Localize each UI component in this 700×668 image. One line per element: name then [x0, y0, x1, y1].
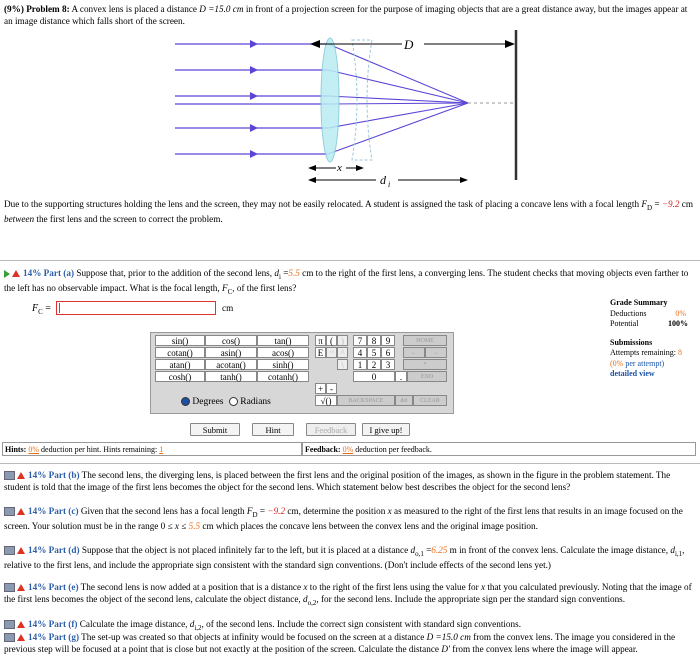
hints-rest: deduction per hint. Hints remaining: [39, 445, 160, 454]
deductions-value: 0% [675, 308, 686, 318]
calc-del[interactable]: del [395, 395, 413, 406]
part-d-text-2: m in front of the convex lens. Calculate the image distance, [447, 545, 671, 555]
distance-x-arrow [308, 165, 364, 171]
calc-acotan[interactable]: acotan() [205, 359, 257, 370]
warning-icon [17, 584, 25, 591]
calc-end[interactable]: END [407, 371, 447, 382]
part-g-prompt[interactable] [4, 632, 696, 655]
part-d-eq: = [423, 545, 432, 555]
part-e-prompt[interactable] [4, 582, 696, 609]
part-d-prompt[interactable] [4, 545, 696, 572]
part-f-text-1: Calculate the image distance, [77, 619, 190, 629]
warning-icon [17, 621, 25, 628]
part-f-di: d [189, 619, 195, 629]
part-c-label: 14% Part (c) [28, 506, 79, 516]
part-c-fd-sub: D [252, 510, 258, 519]
part-d-text-1: Suppose that the object is not placed infinitely far to the left, but it is placed at a distance [79, 545, 411, 555]
part-f-text-2: , of the second lens. Include the correct sign consistent with standard sign conventions. [201, 619, 521, 629]
calc-cosh[interactable]: cosh() [155, 371, 205, 382]
part-status-icon [4, 507, 15, 516]
feedback-rest: deduction per feedback. [353, 445, 432, 454]
calc-home[interactable]: HOME [403, 335, 447, 346]
desc-fd-sub: D [646, 203, 653, 212]
calc-power[interactable]: ↑^ [326, 347, 337, 358]
calc-caret[interactable]: ^ [337, 347, 348, 358]
conv-ray-3 [328, 96, 468, 103]
part-status-icon [4, 546, 15, 555]
converging-rays [328, 44, 468, 154]
ray-arrow-4 [250, 124, 258, 132]
desc-text-3: the first lens and the screen to correct the problem. [34, 214, 223, 225]
warning-icon [17, 472, 25, 479]
calc-tanh[interactable]: tanh() [205, 371, 257, 382]
part-c-eq: = [257, 506, 268, 516]
part-c-range-value: 5.5 [188, 521, 201, 532]
conv-ray-6 [328, 103, 468, 154]
calc-sin[interactable]: sin() [155, 335, 205, 346]
part-a-di-value: 5.5 [288, 268, 300, 278]
part-g-text-3: from the convex lens where the image will appear. [449, 643, 638, 654]
calc-digit-7[interactable]: 7 [353, 335, 367, 346]
part-status-icon [4, 620, 15, 629]
part-a-di-sub: i [278, 272, 281, 281]
calc-asin[interactable]: asin() [205, 347, 257, 358]
calc-multiply[interactable]: * [403, 359, 447, 370]
label-di: d [380, 173, 386, 187]
conv-ray-2 [328, 70, 468, 103]
part-e-do-sub: o,2 [307, 598, 317, 607]
grade-summary-title: Grade Summary [610, 298, 668, 307]
part-c-fd: F [246, 506, 253, 516]
calc-digit-1[interactable]: 1 [353, 359, 367, 370]
calc-digit-4[interactable]: 4 [353, 347, 367, 358]
ray-arrow-5 [250, 150, 258, 158]
answer-label-sub: C [38, 308, 43, 316]
calc-left-arrow[interactable]: ← [403, 347, 425, 358]
calc-plus[interactable]: + [315, 383, 326, 394]
problem-statement [4, 4, 696, 27]
feedback-button[interactable]: Feedback [306, 423, 356, 436]
part-c-fd-value: −9.2 [267, 506, 286, 516]
conv-ray-4 [328, 103, 468, 104]
part-b-prompt[interactable] [4, 470, 696, 493]
calc-cotan[interactable]: cotan() [155, 347, 205, 358]
calc-exp[interactable]: E [315, 347, 326, 358]
answer-unit: cm [222, 303, 234, 313]
desc-eq: = [652, 199, 662, 209]
calc-digit-6[interactable]: 6 [381, 347, 395, 358]
incoming-rays [175, 40, 328, 158]
part-g-text-1: The set-up was created so that objects at infinity would be focused on the screen at a distance [79, 632, 427, 642]
expand-play-icon [4, 270, 10, 278]
warning-icon [17, 508, 25, 515]
part-d-di-sub: i,1 [674, 549, 683, 558]
warning-icon [17, 547, 25, 554]
part-e-do: d [303, 593, 308, 604]
part-g-label: 14% Part (g) [28, 632, 80, 642]
feedback-label: Feedback: [305, 445, 343, 454]
desc-fd: F [641, 199, 647, 209]
warning-icon [12, 270, 20, 277]
label-di-sub: i [388, 180, 391, 189]
calc-digit-5[interactable]: 5 [367, 347, 381, 358]
answer-label-eq: = [42, 303, 51, 314]
part-f-di-sub: i,2 [194, 623, 202, 632]
ray-arrow-2 [250, 66, 258, 74]
submissions-title: Submissions [610, 337, 653, 347]
attempts-label: Attempts remaining: [610, 348, 678, 357]
part-d-label: 14% Part (d) [28, 545, 80, 555]
potential-value: 100% [668, 319, 688, 328]
degrees-radio[interactable] [181, 397, 190, 406]
part-a-fc: F [221, 283, 228, 294]
desc-text-2: cm [679, 199, 694, 209]
calc-lparen[interactable]: ( [326, 335, 337, 346]
part-c-text-2: cm, determine the position [285, 506, 388, 516]
calc-minus[interactable]: - [326, 383, 337, 394]
answer-label-f: F [32, 303, 39, 314]
part-d-do: d [410, 545, 416, 555]
desc-text-1: Due to the supporting structures holding the lens and the screen, they may not be easily relocated. A student is assigned the task of placing a concave lens with a focal length [4, 199, 642, 209]
calc-right-arrow[interactable]: → [425, 347, 447, 358]
part-d-do-sub: o,1 [415, 549, 424, 558]
part-a-eq: = [280, 268, 289, 278]
part-e-text-2: to the right of the first lens using the value for [307, 582, 481, 592]
calc-acos[interactable]: acos() [257, 347, 309, 358]
part-g-text-2: from the convex lens. The image you considered in the previous step will be focused at a point that is close but not exactly at the position of the screen. Calculate the distance [4, 632, 676, 654]
problem-d-expr: D =15.0 cm [199, 4, 244, 14]
part-status-icon [4, 583, 15, 592]
part-e-x: x [303, 582, 308, 592]
calc-dot[interactable]: . [395, 371, 407, 382]
potential-label: Potential [610, 319, 639, 328]
calc-rparen[interactable]: ) [337, 335, 348, 346]
attempts-value: 8 [678, 348, 682, 357]
part-d-text-3: , relative to the first lens, and include the appropriate sign consistent with the standard sign conventions. (Don't include effects of the second lens yet.) [4, 545, 685, 571]
part-d-di: d [670, 545, 675, 555]
desc-fd-value: −9.2 [661, 199, 680, 209]
calc-digit-8[interactable]: 8 [367, 335, 381, 346]
desc-between: between [4, 214, 35, 225]
calc-digit-0[interactable]: 0 [353, 371, 395, 382]
problem-description [4, 199, 696, 226]
answer-label [32, 303, 51, 316]
deductions-label: Deductions [610, 308, 647, 318]
part-status-icon [4, 633, 15, 642]
calc-cotanh[interactable]: cotanh() [257, 371, 309, 382]
calculator-panel [150, 332, 454, 414]
problem-header: (9%) Problem 8: [4, 4, 70, 14]
convex-lens [321, 38, 339, 162]
hints-remaining: 1 [159, 445, 164, 454]
part-c-x: x [387, 506, 392, 516]
degrees-label: Degrees [192, 397, 224, 407]
text-cursor [59, 303, 60, 313]
part-e-text-4: , for the second lens. Include the appropriate sign per the standard sign conventions. [316, 593, 626, 604]
part-status-icon [4, 471, 15, 480]
calc-tan[interactable]: tan() [257, 335, 309, 346]
part-c-text-5: cm which places the concave lens between the convex lens and the original image position. [200, 521, 538, 532]
lens-diagram [0, 30, 700, 190]
part-e-label: 14% Part (e) [28, 582, 79, 592]
part-f-label: 14% Part (f) [28, 619, 78, 629]
radians-radio[interactable] [229, 397, 238, 406]
grade-summary [610, 298, 698, 380]
calc-pi[interactable]: π [315, 335, 326, 346]
part-c-x2: x [174, 521, 179, 532]
part-c-text-1: Given that the second lens has a focal length [78, 506, 247, 516]
label-D: D [404, 37, 414, 52]
radians-label: Radians [240, 397, 271, 407]
part-c-text-3: as measured to the right of the first lens that results in an image focused on the screen. Your solution must be in the range 0 ≤ [4, 506, 683, 532]
hints-label: Hints: [5, 445, 29, 454]
feedback-bar [302, 442, 696, 456]
part-e-text-1: The second lens is now added at a position that is a distance [78, 582, 304, 592]
submit-button[interactable]: Submit [190, 423, 240, 436]
part-d-do-value: 6.25 [431, 545, 448, 555]
part-a-prompt[interactable] [4, 268, 696, 299]
per-attempt-rest: per attempt) [623, 358, 665, 368]
ray-arrow-3 [250, 92, 258, 100]
part-e-text-3: that you calculated previously. Noting that the image of the first lens becomes the object of the second lens, calculate the object distance, [4, 582, 692, 604]
ray-arrow-1 [250, 40, 258, 48]
section-divider-bottom [0, 463, 700, 464]
detailed-view-link[interactable]: detailed view [610, 369, 655, 378]
hints-pct: 0% [28, 445, 40, 454]
problem-text-1: A convex lens is placed a distance [69, 4, 200, 14]
feedback-pct: 0% [342, 445, 354, 454]
label-x: x [337, 162, 342, 174]
calc-divide[interactable]: \ [337, 359, 348, 370]
part-a-text-1: Suppose that, prior to the addition of the second lens, [74, 268, 275, 278]
calc-digit-9[interactable]: 9 [381, 335, 395, 346]
part-g-d-expr: D =15.0 cm [426, 632, 471, 642]
part-a-text-3: , of the first lens? [232, 283, 297, 294]
hints-bar [2, 442, 302, 456]
part-a-label: 14% Part (a) [23, 268, 75, 278]
warning-icon [17, 634, 25, 641]
give-up-button[interactable]: I give up! [362, 423, 410, 436]
part-g-dprime: D′ [441, 643, 450, 654]
part-e-x2: x [480, 582, 486, 592]
calc-sinh[interactable]: sinh() [257, 359, 309, 370]
calc-digit-2[interactable]: 2 [367, 359, 381, 370]
answer-input[interactable] [56, 301, 216, 315]
problem-text-2: in front of a projection screen for the purpose of imaging objects that are a great distance away, but the images appear at an image distance which falls short of the screen. [4, 4, 688, 26]
conv-ray-5 [328, 103, 468, 128]
calc-atan[interactable]: atan() [155, 359, 205, 370]
per-attempt-pct: (0% [610, 358, 624, 368]
calc-cos[interactable]: cos() [205, 335, 257, 346]
calc-sqrt[interactable]: √() [315, 395, 337, 406]
part-b-text: The second lens, the diverging lens, is placed between the first lens and the original position of the images, as shown in the figure in the problem statement. The student is told that the image of the first lens becomes the object for the second lens. Which statement below best describes the object for the second lens? [4, 470, 671, 492]
part-c-text-4: ≤ [178, 521, 189, 532]
part-c-prompt[interactable] [4, 506, 696, 533]
section-divider-top [0, 260, 700, 261]
part-a-text-2: cm to the right of the first lens, a converging lens. The student checks that moving objects even farther to the left has no observable impact. What is the focal length, [4, 268, 689, 294]
part-b-label: 14% Part (b) [28, 470, 80, 480]
hint-button[interactable]: Hint [252, 423, 294, 436]
calc-digit-3[interactable]: 3 [381, 359, 395, 370]
calc-clear[interactable]: CLEAR [413, 395, 447, 406]
angle-mode [181, 397, 271, 407]
conv-ray-1 [328, 44, 468, 103]
part-a-di: d [274, 268, 279, 278]
part-a-fc-sub: C [227, 288, 233, 297]
calc-backspace[interactable]: BACKSPACE [337, 395, 395, 406]
